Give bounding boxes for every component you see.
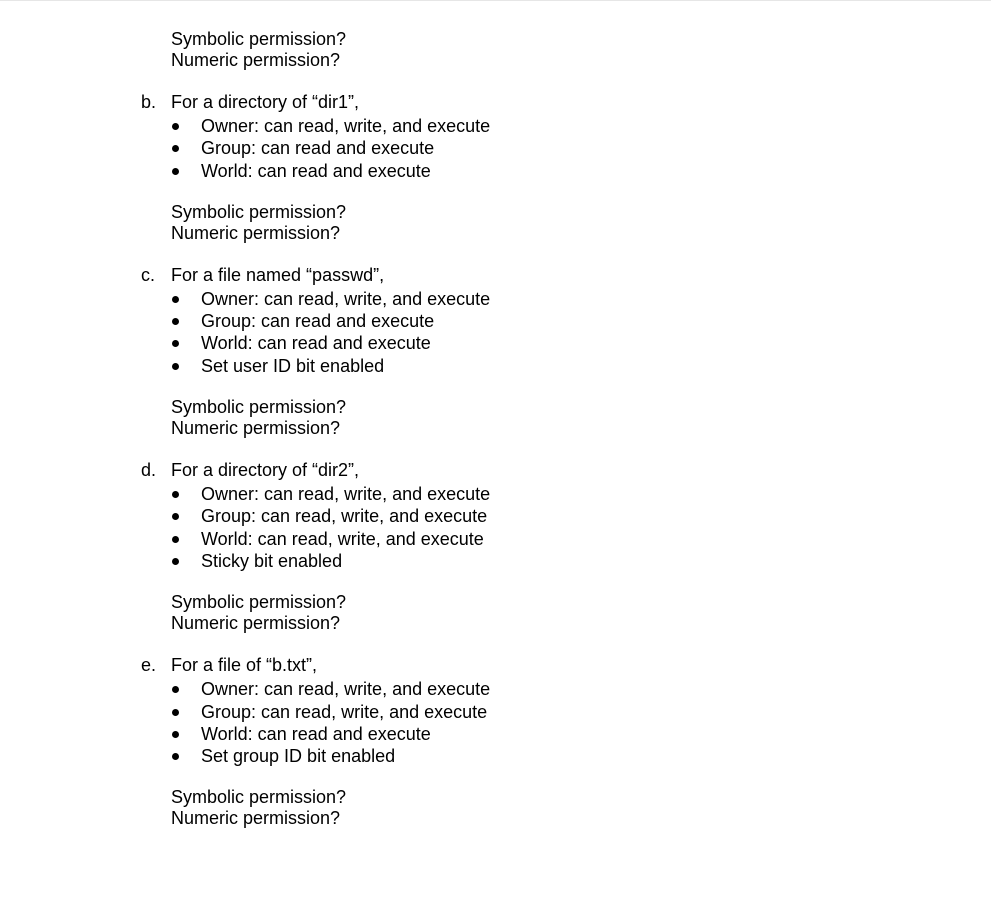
- list-item: Owner: can read, write, and execute: [0, 288, 991, 310]
- bullet-icon: [172, 731, 179, 738]
- question-title: For a file named “passwd”,: [171, 264, 385, 285]
- answer-block: [0, 592, 991, 634]
- bullet-icon: [172, 168, 179, 175]
- bullet-icon: [172, 318, 179, 325]
- list-item: Group: can read, write, and execute: [0, 701, 991, 723]
- question-b: [0, 92, 991, 244]
- bullet-icon: [172, 491, 179, 498]
- question-heading: [0, 92, 991, 115]
- list-item: Owner: can read, write, and execute: [0, 483, 991, 505]
- question-letter: d.: [141, 460, 157, 481]
- list-item: Group: can read, write, and execute: [0, 505, 991, 527]
- bullet-icon: [172, 536, 179, 543]
- page-top-border: [0, 0, 991, 1]
- bullet-icon: [172, 686, 179, 693]
- numeric-permission-prompt: Numeric permission?: [171, 613, 341, 634]
- list-item: World: can read and execute: [0, 332, 991, 354]
- answer-block: [0, 787, 991, 829]
- permission-list: [0, 483, 991, 572]
- bullet-icon: [172, 513, 179, 520]
- bullet-icon: [172, 363, 179, 370]
- bullet-icon: [172, 558, 179, 565]
- numeric-permission-prompt: Numeric permission?: [171, 808, 341, 829]
- question-title: For a file of “b.txt”,: [171, 655, 318, 676]
- list-item: Set user ID bit enabled: [0, 355, 991, 377]
- question-title: For a directory of “dir2”,: [171, 460, 360, 481]
- list-item: World: can read and execute: [0, 723, 991, 745]
- question-heading: [0, 460, 991, 483]
- bullet-icon: [172, 340, 179, 347]
- bullet-icon: [172, 753, 179, 760]
- question-letter: e.: [141, 655, 157, 676]
- document-page: [0, 29, 991, 829]
- question-c: [0, 265, 991, 439]
- list-item: Set group ID bit enabled: [0, 745, 991, 767]
- list-item: World: can read and execute: [0, 160, 991, 182]
- permission-list: [0, 115, 991, 182]
- question-letter: b.: [141, 92, 157, 112]
- symbolic-permission-prompt: Symbolic permission?: [171, 397, 347, 418]
- question-heading: [0, 655, 991, 678]
- question-letter: c.: [141, 264, 156, 285]
- symbolic-permission-prompt: Symbolic permission?: [171, 592, 347, 613]
- numeric-permission-prompt: Numeric permission?: [171, 222, 341, 243]
- symbolic-permission-prompt: Symbolic permission?: [171, 201, 347, 222]
- question-heading: [0, 265, 991, 288]
- answer-block: [0, 397, 991, 439]
- question-e: [0, 655, 991, 829]
- question-d: [0, 460, 991, 634]
- symbolic-permission-prompt: Symbolic permission?: [171, 787, 347, 808]
- numeric-permission-prompt: Numeric permission?: [171, 418, 341, 439]
- list-item: Sticky bit enabled: [0, 550, 991, 572]
- list-item: World: can read, write, and execute: [0, 528, 991, 550]
- question-title: For a directory of “dir1”,: [171, 92, 360, 112]
- list-item: Owner: can read, write, and execute: [0, 115, 991, 137]
- list-item: Group: can read and execute: [0, 137, 991, 159]
- permission-list: [0, 678, 991, 767]
- bullet-icon: [172, 296, 179, 303]
- permission-list: [0, 288, 991, 377]
- list-item: Owner: can read, write, and execute: [0, 678, 991, 700]
- answer-block: [0, 202, 991, 244]
- bullet-icon: [172, 709, 179, 716]
- bullet-icon: [172, 123, 179, 130]
- bullet-icon: [172, 145, 179, 152]
- numeric-permission-prompt: Numeric permission?: [171, 50, 341, 70]
- symbolic-permission-prompt: Symbolic permission?: [171, 29, 347, 49]
- list-item: Group: can read and execute: [0, 310, 991, 332]
- answer-block-a: [0, 29, 991, 71]
